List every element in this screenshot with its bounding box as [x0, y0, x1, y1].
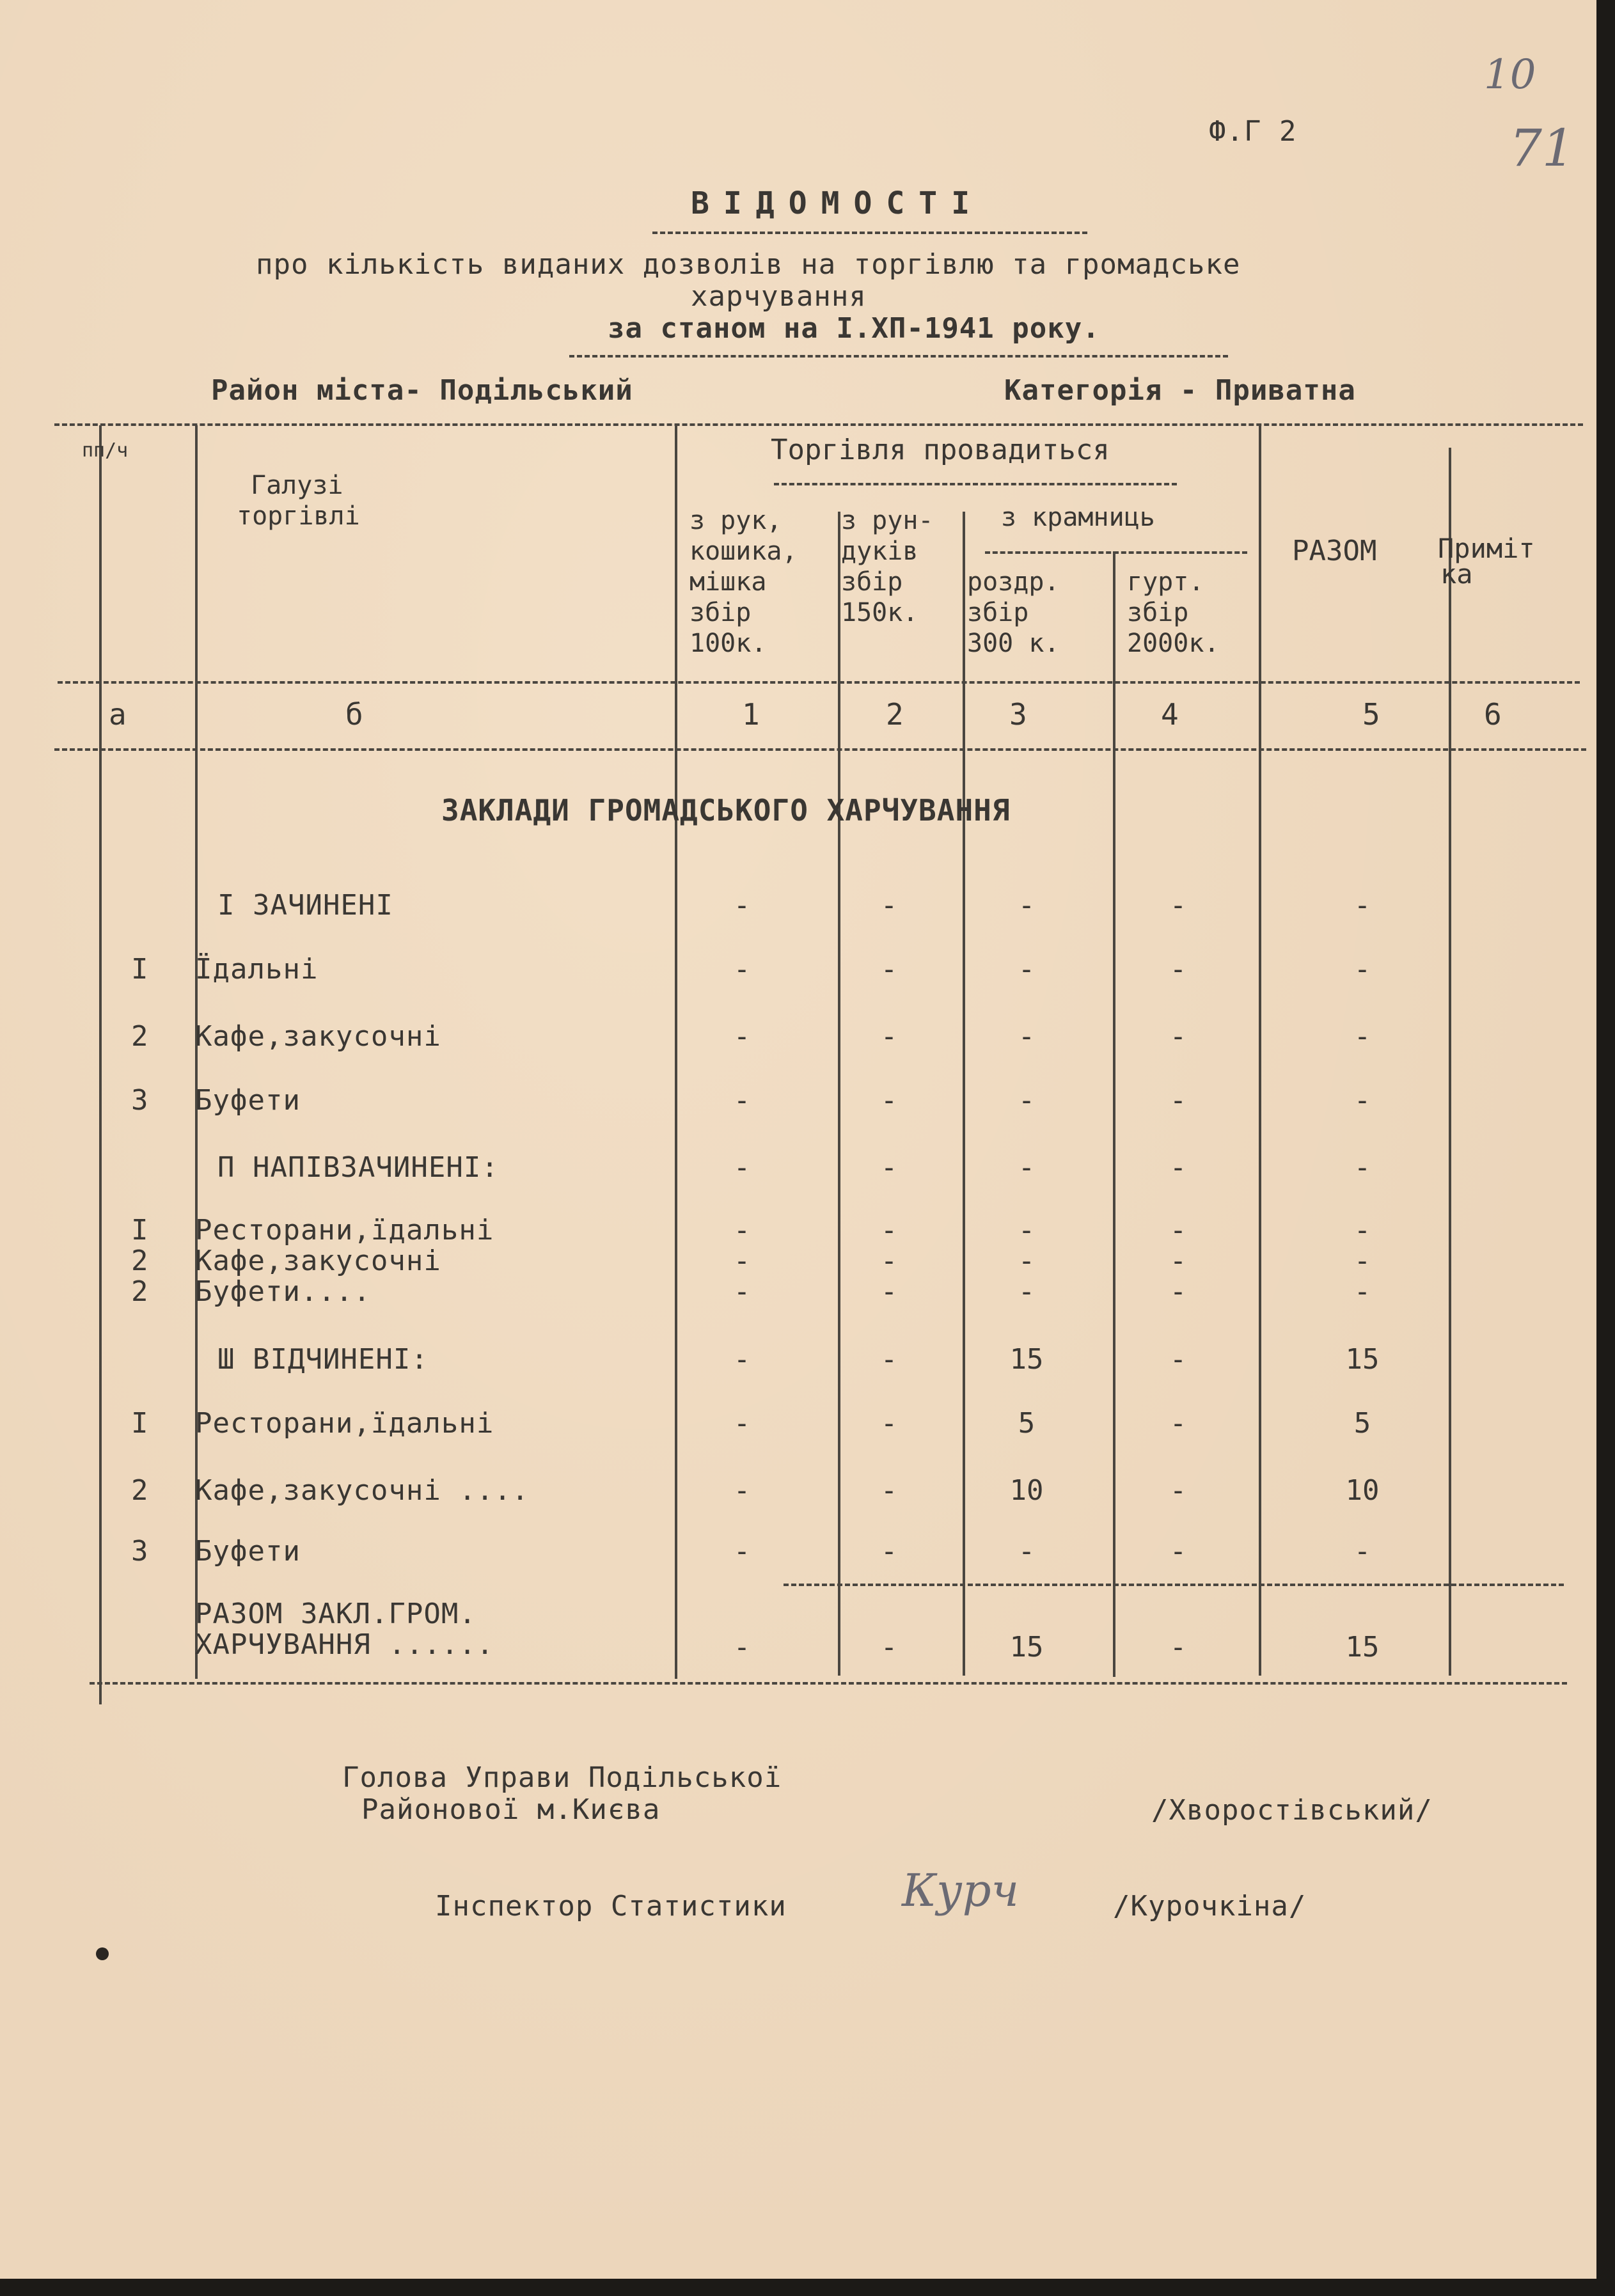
row-cell-c4: - — [1169, 1474, 1187, 1507]
form-code: Ф.Г 2 — [1209, 115, 1297, 148]
row-cell-c1: - — [733, 1151, 751, 1184]
row-cell-c5: 5 — [1353, 1407, 1371, 1440]
header-col-b — [237, 470, 360, 531]
row-cell-c3: - — [1018, 1275, 1036, 1308]
numbering-cell: 3 — [1009, 697, 1028, 732]
row-number: І — [131, 953, 149, 986]
archive-number-b: 71 — [1509, 118, 1575, 178]
row-cell-c3: 10 — [1009, 1474, 1044, 1507]
row-cell-c4: - — [1169, 1020, 1187, 1053]
inspector-handwritten-signature: Курч — [902, 1864, 1020, 1917]
row-name: Буфети — [195, 1084, 301, 1117]
row-cell-c5: 15 — [1345, 1343, 1380, 1376]
col-6-border — [1449, 448, 1451, 1676]
row-cell-c5: - — [1353, 1151, 1371, 1184]
row-cell-c1: - — [733, 1407, 751, 1440]
row-name: П НАПІВЗАЧИНЕНІ: — [217, 1151, 499, 1184]
row-cell-c4: - — [1169, 1407, 1187, 1440]
row-cell-c2: - — [880, 889, 898, 922]
row-cell-c3: - — [1018, 1151, 1036, 1184]
header-col-3 — [967, 567, 1060, 659]
subtitle-underline — [569, 355, 1228, 358]
row-number: 3 — [131, 1535, 149, 1568]
district-label: Район міста- Подільський — [211, 374, 633, 407]
header-col-6-line-2: ка — [1440, 558, 1473, 590]
header-col-b-line-1: Галузі — [251, 471, 343, 500]
row-cell-c2: - — [880, 1407, 898, 1440]
row-cell-c4: - — [1169, 1343, 1187, 1376]
row-cell-c1: - — [733, 1214, 751, 1246]
row-cell-c3: - — [1018, 1020, 1036, 1053]
row-cell-c2: - — [880, 1214, 898, 1246]
total-col-1: - — [733, 1631, 751, 1663]
head-title-line-1: Голова Управи Подільської — [342, 1761, 782, 1794]
row-cell-c1: - — [733, 1245, 751, 1277]
total-row-label — [195, 1599, 494, 1660]
header-col-2-line-4: 150к. — [841, 598, 918, 627]
total-col-2: - — [880, 1631, 898, 1663]
row-cell-c1: - — [733, 953, 751, 986]
row-cell-c1: - — [733, 889, 751, 922]
row-cell-c5: - — [1353, 953, 1371, 986]
header-bottom-line — [58, 681, 1580, 684]
header-col-3-line-1: роздр. — [967, 567, 1060, 597]
row-number: І — [131, 1214, 149, 1246]
header-col-4-line-2: збір — [1127, 598, 1189, 627]
row-name: Кафе,закусочні — [195, 1020, 441, 1053]
header-group: Торгівля провадиться — [771, 434, 1110, 466]
row-cell-c3: - — [1018, 1245, 1036, 1277]
group-header-line — [774, 483, 1177, 485]
numbering-cell: б — [345, 697, 364, 732]
numbering-cell: 5 — [1362, 697, 1381, 732]
header-col-4-line-1: гурт. — [1127, 567, 1204, 597]
row-cell-c3: - — [1018, 1084, 1036, 1117]
row-cell-c2: - — [880, 1275, 898, 1308]
row-cell-c5: - — [1353, 1535, 1371, 1568]
row-cell-c4: - — [1169, 953, 1187, 986]
header-col-a: пп/ч — [82, 439, 129, 462]
row-cell-c3: 5 — [1018, 1407, 1036, 1440]
row-cell-c5: - — [1353, 1214, 1371, 1246]
head-name: /Хворостівський/ — [1151, 1794, 1433, 1827]
numbering-cell: 2 — [886, 697, 904, 732]
ink-blot — [96, 1947, 109, 1960]
row-name: Їдальні — [195, 953, 319, 986]
row-cell-c4: - — [1169, 1535, 1187, 1568]
subtitle-line-1: про кількість виданих дозволів на торгівлю та громадське — [256, 248, 1241, 281]
header-col-2-line-3: збір — [841, 567, 903, 597]
header-col-5: РАЗОМ — [1292, 535, 1377, 567]
head-title-line-2: Районової м.Києва — [361, 1793, 661, 1826]
row-cell-c2: - — [880, 1151, 898, 1184]
row-cell-c2: - — [880, 1474, 898, 1507]
row-cell-c1: - — [733, 1343, 751, 1376]
col-a-border — [99, 425, 102, 1704]
col-3-border — [963, 512, 965, 1676]
col-4-border — [1113, 551, 1115, 1677]
header-shop: з крамниць — [1001, 503, 1155, 532]
section-title: ЗАКЛАДИ ГРОМАДСЬКОГО ХАРЧУВАННЯ — [441, 793, 1011, 828]
row-cell-c2: - — [880, 1343, 898, 1376]
header-col-1-line-1: з рук, — [689, 506, 782, 535]
table-bottom-line — [90, 1682, 1567, 1685]
header-col-1-line-2: кошика, — [689, 537, 798, 566]
header-col-b-line-2: торгівлі — [237, 501, 360, 531]
row-name: І ЗАЧИНЕНІ — [217, 889, 393, 922]
row-name: Ш ВІДЧИНЕНІ: — [217, 1343, 429, 1376]
numbering-cell: а — [109, 697, 127, 732]
table-top-line — [54, 423, 1583, 426]
total-top-line — [784, 1584, 1564, 1586]
total-row-label-line-1: РАЗОМ ЗАКЛ.ГРОМ. — [195, 1598, 477, 1630]
col-1-border — [675, 425, 677, 1679]
header-col-2-line-1: з рун- — [841, 506, 934, 535]
subtitle-line-3: за станом на І.ХП-1941 року. — [608, 312, 1100, 345]
header-col-1 — [689, 505, 798, 659]
col-2-border — [838, 512, 840, 1676]
header-col-4-line-3: 2000к. — [1127, 629, 1220, 658]
title-underline — [652, 232, 1087, 234]
head-title — [342, 1762, 782, 1826]
header-col-6-line-1: Приміт — [1438, 533, 1535, 564]
row-cell-c2: - — [880, 1020, 898, 1053]
row-cell-c4: - — [1169, 889, 1187, 922]
row-cell-c4: - — [1169, 1084, 1187, 1117]
header-col-4 — [1127, 567, 1220, 659]
row-cell-c1: - — [733, 1275, 751, 1308]
total-row-label-line-2: ХАРЧУВАННЯ ...... — [195, 1628, 494, 1661]
row-cell-c1: - — [733, 1020, 751, 1053]
header-col-3-line-2: збір — [967, 598, 1029, 627]
row-number: 3 — [131, 1084, 149, 1117]
document-title: ВІДОМОСТІ — [691, 185, 984, 221]
header-col-1-line-3: мішка — [689, 567, 767, 597]
header-col-6 — [1438, 533, 1535, 590]
row-cell-c5: - — [1353, 889, 1371, 922]
header-col-2-line-2: дуків — [841, 537, 918, 566]
numbering-bottom-line — [54, 748, 1586, 751]
row-cell-c3: 15 — [1009, 1343, 1044, 1376]
row-cell-c2: - — [880, 1245, 898, 1277]
row-name: Ресторани,їдальні — [195, 1407, 494, 1440]
shop-header-line — [985, 551, 1247, 554]
row-cell-c4: - — [1169, 1245, 1187, 1277]
row-cell-c5: - — [1353, 1020, 1371, 1053]
row-cell-c4: - — [1169, 1275, 1187, 1308]
row-cell-c3: - — [1018, 1535, 1036, 1568]
row-cell-c1: - — [733, 1084, 751, 1117]
row-name: Ресторани,їдальні — [195, 1214, 494, 1246]
row-cell-c5: - — [1353, 1275, 1371, 1308]
subtitle-line-2: харчування — [691, 280, 867, 313]
numbering-cell: 6 — [1484, 697, 1502, 732]
total-col-5: 15 — [1345, 1631, 1380, 1663]
row-cell-c1: - — [733, 1474, 751, 1507]
total-col-4: - — [1169, 1631, 1187, 1663]
header-col-2 — [841, 505, 934, 628]
numbering-cell: 4 — [1161, 697, 1179, 732]
header-col-3-line-3: 300 к. — [967, 629, 1060, 658]
inspector-title: Інспектор Статистики — [435, 1890, 787, 1923]
row-name: Буфети.... — [195, 1275, 371, 1308]
row-name: Кафе,закусочні .... — [195, 1474, 530, 1507]
row-number: 2 — [131, 1020, 149, 1053]
row-number: І — [131, 1407, 149, 1440]
row-cell-c3: - — [1018, 1214, 1036, 1246]
category-label: Категорія - Приватна — [1004, 374, 1356, 407]
inspector-name: /Курочкіна/ — [1113, 1890, 1307, 1923]
row-cell-c5: - — [1353, 1084, 1371, 1117]
numbering-cell: 1 — [742, 697, 760, 732]
row-cell-c3: - — [1018, 889, 1036, 922]
row-cell-c2: - — [880, 1535, 898, 1568]
row-cell-c2: - — [880, 1084, 898, 1117]
row-number: 2 — [131, 1474, 149, 1507]
row-cell-c5: 10 — [1345, 1474, 1380, 1507]
row-cell-c3: - — [1018, 953, 1036, 986]
header-col-1-line-4: збір — [689, 598, 752, 627]
col-5-border — [1259, 425, 1261, 1676]
row-cell-c4: - — [1169, 1214, 1187, 1246]
row-number: 2 — [131, 1245, 149, 1277]
archive-number-a: 10 — [1484, 51, 1536, 98]
row-cell-c5: - — [1353, 1245, 1371, 1277]
row-name: Буфети — [195, 1535, 301, 1568]
row-cell-c1: - — [733, 1535, 751, 1568]
row-number: 2 — [131, 1275, 149, 1308]
header-col-1-line-5: 100к. — [689, 629, 767, 658]
total-col-3: 15 — [1009, 1631, 1044, 1663]
row-name: Кафе,закусочні — [195, 1245, 441, 1277]
row-cell-c2: - — [880, 953, 898, 986]
row-cell-c4: - — [1169, 1151, 1187, 1184]
